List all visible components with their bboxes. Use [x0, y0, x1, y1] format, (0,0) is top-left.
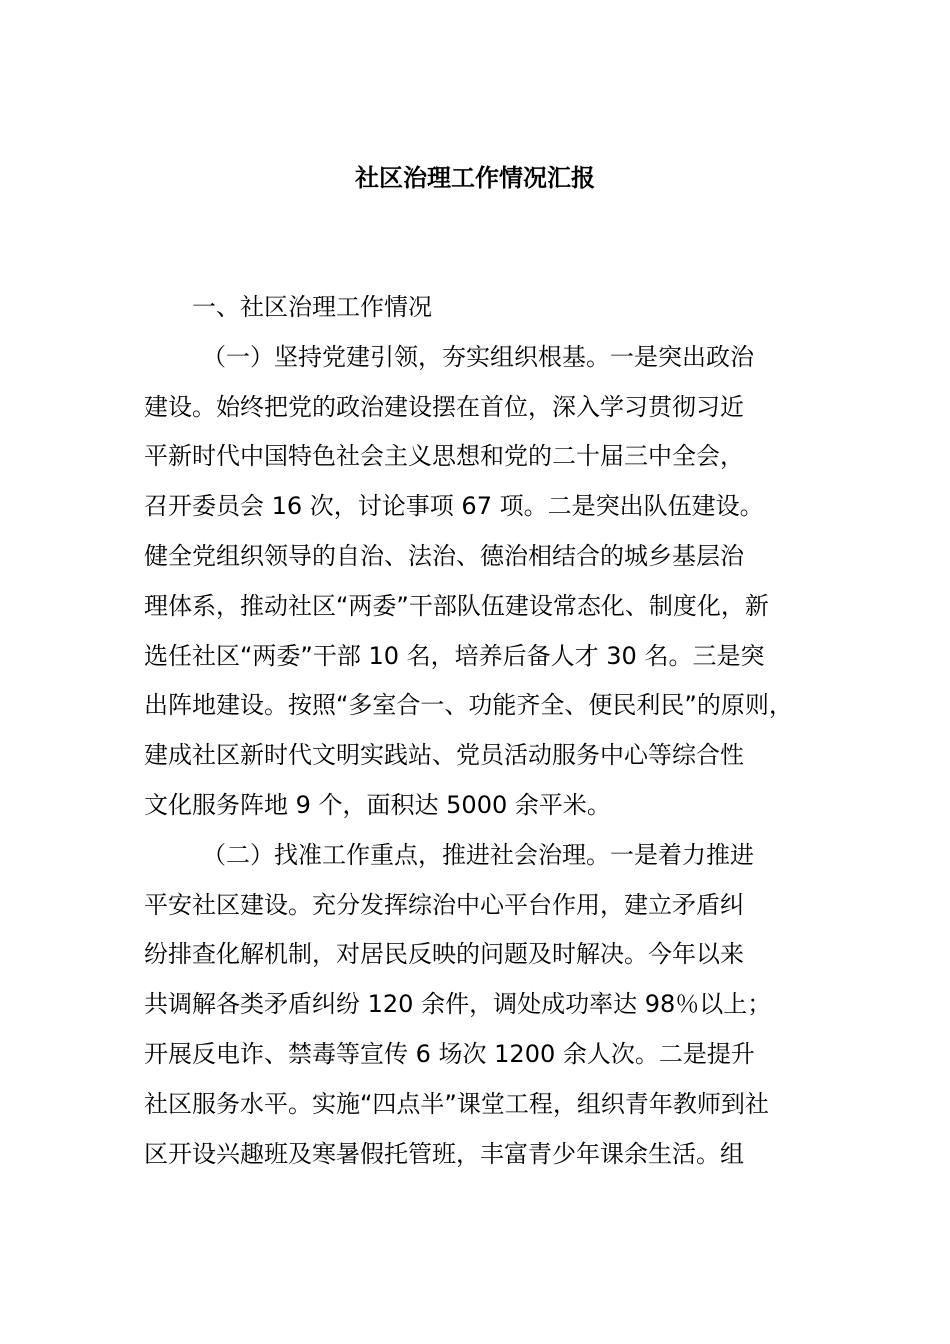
paragraph-line: 社区服务水平。实施“四点半”课堂工程，组织青年教师到社 — [144, 1089, 769, 1118]
paragraph-line: 共调解各类矛盾纠纷 120 余件，调处成功率达 98％以上； — [144, 990, 772, 1019]
paragraph-line: 平新时代中国特色社会主义思想和党的二十届三中全会， — [144, 442, 744, 471]
paragraph-line: 平安社区建设。充分发挥综治中心平台作用，建立矛盾纠 — [144, 890, 744, 919]
paragraph-1 — [144, 333, 814, 831]
paragraph-line: 理体系，推动社区“两委”干部队伍建设常态化、制度化，新 — [144, 591, 769, 620]
paragraph-line: （一）坚持党建引领，夯实组织根基。一是突出政治 — [202, 342, 754, 371]
paragraph-line: 建成社区新时代文明实践站、党员活动服务中心等综合性 — [144, 741, 744, 770]
section-heading: 一、社区治理工作情况 — [192, 293, 432, 321]
paragraph-line: （二）找准工作重点，推进社会治理。一是着力推进 — [202, 840, 754, 869]
paragraph-line: 选任社区“两委”干部 10 名，培养后备人才 30 名。三是突 — [144, 641, 765, 670]
paragraph-line: 文化服务阵地 9 个，面积达 5000 余平米。 — [144, 790, 611, 819]
document-title: 社区治理工作情况汇报 — [355, 164, 595, 192]
paragraph-line: 建设。始终把党的政治建设摆在首位，深入学习贯彻习近 — [144, 392, 744, 421]
paragraph-line: 区开设兴趣班及寒暑假托管班，丰富青少年课余生活。组 — [144, 1139, 744, 1168]
paragraph-line: 纷排查化解机制，对居民反映的问题及时解决。今年以来 — [144, 940, 744, 969]
paragraph-line: 召开委员会 16 次，讨论事项 67 项。二是突出队伍建设。 — [144, 492, 764, 521]
paragraph-line: 出阵地建设。按照“多室合一、功能齐全、便民利民”的原则， — [144, 691, 793, 720]
document-body — [144, 283, 814, 1179]
paragraph-line: 开展反电诈、禁毒等宣传 6 场次 1200 余人次。二是提升 — [144, 1039, 755, 1068]
paragraph-2 — [144, 831, 814, 1180]
paragraph-line: 健全党组织领导的自治、法治、德治相结合的城乡基层治 — [144, 541, 744, 570]
